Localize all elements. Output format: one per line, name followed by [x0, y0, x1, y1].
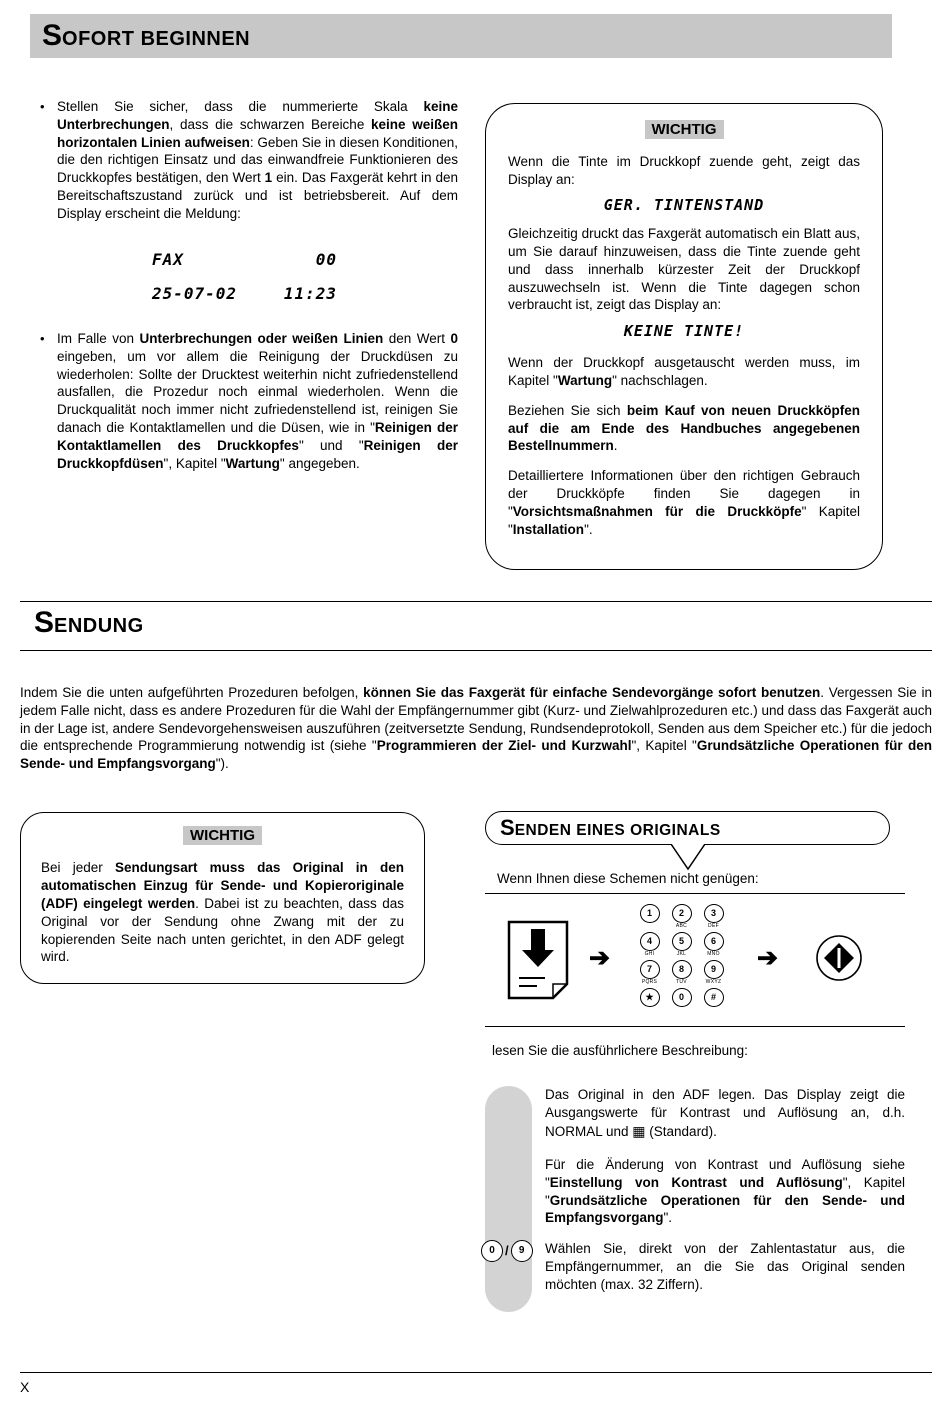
key-0-icon [481, 1240, 503, 1262]
lcd-line-2 [152, 283, 337, 304]
key-cap: 5 [672, 932, 692, 951]
keypad-key-6 [701, 932, 726, 958]
key-letters: ABC [675, 923, 688, 929]
wichtig-note-ink [485, 103, 883, 570]
sendung-heading [34, 603, 144, 643]
right-arrow-icon: ➔ [589, 944, 610, 972]
footer-rule [20, 1372, 932, 1373]
lcd-display [152, 249, 337, 304]
wichtig-title-text: WICHTIG [645, 120, 724, 139]
wichtig-ink-p2: Gleichzeitig druckt das Faxgerät automatisch ein Blatt aus, um Sie darauf hinzuweisen, dass die Tinte zuende geht und dass innerhalb kürzester Zeit der Druckkopf auszuwechseln ist. Wenn die Tinte dagegen schon verbraucht ist, zeigt das Display an: [508, 226, 860, 313]
senden-originals-heading [485, 811, 890, 845]
original-document-icon [507, 920, 569, 1000]
key-cap: 0 [672, 988, 692, 1007]
wichtig-ink-p3: Wenn der Druckkopf ausgetauscht werden muss, im Kapitel "Wartung" nachschlagen. [508, 355, 860, 388]
key-letters: WXYZ [705, 979, 722, 985]
wichtig-ink-p5: Detailliertere Informationen über den richtigen Gebrauch der Druckköpfe finden Sie dagegen in "Vorsichtsmaßnahmen für die Druckköpfe" Kapitel "Installation". [508, 468, 860, 537]
section-rule-bottom [20, 650, 932, 651]
key-cap: 6 [704, 932, 724, 951]
wichtig-ink-p4: Beziehen Sie sich beim Kauf von neuen Druckköpfen auf die am Ende des Handbuches angegebenen Bestellnummern. [508, 402, 860, 454]
senden-heading-rest: ENDEN EINES ORIGINALS [514, 822, 721, 840]
key-cap: ★ [640, 988, 660, 1007]
resolution-icon: ▦ [632, 1122, 646, 1139]
senden-heading-text [500, 813, 721, 842]
step-2-text: Für die Änderung von Kontrast und Auflösung siehe "Einstellung von Kontrast und Auflösung", Kapitel "Grundsätzliche Operationen für den Sende- und Empfangsvorgang". [545, 1157, 905, 1226]
right-arrow-icon: ➔ [757, 944, 778, 972]
wichtig-title [508, 120, 860, 140]
keypad-key-0 [669, 988, 694, 1014]
bubble-tail-icon [670, 844, 706, 871]
key-letters: PQRS [641, 979, 658, 985]
key-cap: 3 [704, 904, 724, 923]
key-cap: 7 [640, 960, 660, 979]
lcd-date: 25-07-02 [152, 283, 238, 303]
keypad-key-8 [669, 960, 694, 986]
bullet-item-1 [40, 98, 458, 223]
wichtig-title [41, 826, 404, 846]
sendung-heading-rest: ENDUNG [54, 615, 144, 637]
bullet-marker: • [40, 99, 45, 114]
keypad-key-star [637, 988, 662, 1014]
wichtig-ink-p1: Wenn die Tinte im Druckkopf zuende geht, zeigt das Display an: [508, 153, 860, 187]
key-cap: 8 [672, 960, 692, 979]
bullet-item-2 [40, 330, 458, 473]
wichtig-title-text: WICHTIG [183, 826, 262, 845]
keypad-key-4 [637, 932, 662, 958]
section-rule-top [20, 601, 932, 602]
keypad-key-2 [669, 904, 694, 930]
lcd-counter: 00 [315, 249, 337, 269]
lcd-line-1 [152, 249, 337, 270]
lcd-fax-label: FAX [152, 249, 184, 269]
dial-keys-icon [481, 1240, 533, 1262]
senden-heading-initial: S [500, 815, 515, 841]
key-9-icon [511, 1240, 533, 1262]
page-number: X [20, 1379, 30, 1395]
page-title [42, 16, 250, 56]
page-title-rest: OFORT BEGINNEN [62, 28, 251, 51]
key-letters: JKL [676, 951, 687, 957]
key-letters: TUV [676, 979, 687, 985]
step-1-text: Das Original in den ADF legen. Das Display zeigt die Ausgangswerte für Kontrast und Auflösung an, d.h. NORMAL und ▦ (Standard). [545, 1087, 905, 1139]
quickstart-column [40, 98, 458, 472]
steps-indicator-bar [485, 1086, 532, 1312]
numeric-keypad-illustration [637, 904, 726, 1014]
sendung-intro: Indem Sie die unten aufgeführten Prozeduren befolgen, können Sie das Faxgerät für einfache Sendevorgänge sofort benutzen. Vergessen Sie in jedem Falle nicht, dass es andere Prozeduren für die Wahl der Empfängernummer gibt (Kurz- und Zielwahlprozeduren etc.) und dass das Faxgerät auch in der Lage ist, andere Sendevorgehensweisen auszuführen (zeitversetzte Sendung, Rundsendeprotokoll, Senden aus dem Speicher etc.) für die jedoch die entsprechende Programmierung notwendig ist (siehe "Programmieren der Ziel- und Kurzwahl", Kapitel "Grundsätzliche Operationen für den Sende- und Empfangsvorgang"). [20, 685, 932, 772]
key-cap: 2 [672, 904, 692, 923]
page-title-initial: S [42, 19, 63, 53]
lcd-message-no-ink: KEINE TINTE! [623, 322, 745, 341]
key-cap: 9 [704, 960, 724, 979]
senden-subtitle: Wenn Ihnen diese Schemen nicht genügen: [497, 871, 759, 886]
key-cap: 1 [640, 904, 660, 923]
quick-send-diagram [485, 898, 905, 1024]
diagram-rule [485, 1026, 905, 1027]
sendung-heading-initial: S [34, 606, 55, 639]
bullet-marker: • [40, 330, 45, 346]
keypad-key-3 [701, 904, 726, 930]
wichtig-note-adf [20, 812, 425, 984]
key-letters: GHI [644, 951, 655, 957]
key-0-label: 0 [489, 1245, 495, 1257]
dial-separator: / [505, 1243, 509, 1259]
key-cap: 4 [640, 932, 660, 951]
keypad-key-9 [701, 960, 726, 986]
subtitle-rule [485, 893, 905, 894]
keypad-key-hash [701, 988, 726, 1014]
bullet-2-text: Im Falle von Unterbrechungen oder weißen Linien den Wert 0 eingeben, um vor allem die Reinigung der Druckdüsen zu wiederholen: Sollte der Drucktest weiterhin nicht zufriedenstellend ausfallen, die Prozedur noch einmal wiederholen. Wenn die Druckqualität noch immer nicht zufriedenstellend ist, reinigen Sie danach die Kontaktlamellen und die Düsen, wie in "Reinigen der Kontaktlamellen des Druckkopfes" und "Reinigen der Druckkopfdüsen", Kapitel "Wartung" angegeben. [57, 330, 459, 471]
start-button-icon [815, 934, 863, 982]
lcd-message-ink-low: GER. TINTENSTAND [603, 196, 765, 215]
bullet-1-text: Stellen Sie sicher, dass die nummerierte Skala keine Unterbrechungen, dass die schwarzen Bereiche keine weißen horizontalen Linien aufweisen: Geben Sie in diesen Konditionen, die den richtigen Einsatz und das einwandfreie Funktionieren des Druckkopfes bestätigen, den Wert 1 ein. Das Faxgerät kehrt in den Bereitschaftszustand zurück und ist betriebsbereit. Auf dem Display erscheint die Meldung: [57, 99, 458, 221]
key-9-label: 9 [518, 1245, 525, 1257]
key-cap: # [704, 988, 724, 1007]
step-3-text: Wählen Sie, direkt von der Zahlentastatur aus, die Empfängernummer, an die Sie das Original senden möchten (max. 32 Ziffern). [545, 1241, 905, 1292]
keypad-key-5 [669, 932, 694, 958]
key-letters: DEF [708, 923, 719, 929]
key-letters: MNO [707, 951, 720, 957]
lcd-time: 11:23 [283, 283, 337, 303]
wichtig-adf-body: Bei jeder Sendungsart muss das Original in den automatischen Einzug für Sende- und Kopieroriginale (ADF) eingelegt werden. Dabei ist zu beachten, dass das Original vor der Sendung ohne Zwang mit der zu kopierenden Seite nach unten gerichtet, in den ADF gelegt wird. [41, 860, 404, 965]
description-lead: lesen Sie die ausführlichere Beschreibung: [492, 1043, 748, 1058]
keypad-key-7 [637, 960, 662, 986]
page-title-bar [30, 14, 892, 58]
keypad-key-1 [637, 904, 662, 930]
